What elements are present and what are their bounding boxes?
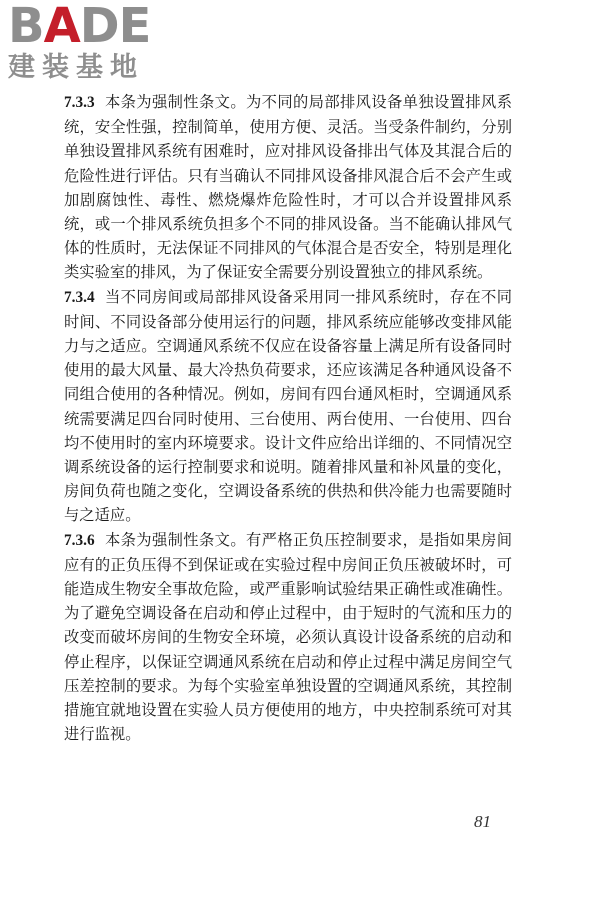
clause-number: 7.3.6 [64, 531, 95, 549]
logo-subtitle: 建装基地 [8, 52, 144, 83]
document-body [64, 90, 512, 746]
clause-7-3-4 [64, 285, 512, 528]
clause-7-3-3 [64, 90, 512, 285]
clause-number: 7.3.4 [64, 288, 95, 306]
clause-text: 本条为强制性条文。为不同的局部排风设备单独设置排风系统，安全性强，控制简单，使用方便、灵活。当受条件制约，分别单独设置排风系统有困难时，应对排风设备排出气体及其混合后的危险性进行评估。只有当确认不同排风设备排风混合后不会产生或加剧腐蚀性、毒性、燃烧爆炸危险性时，才可以合并设置排风系统，或一个排风系统负担多个不同的排风设备。当不能确认排风气体的性质时，无法保证不同排风的气体混合是否安全，特别是理化类实验室的排风，为了保证安全需要分别设置独立的排风系统。 [64, 93, 512, 282]
logo-accent-letter: A [43, 0, 80, 54]
clause-7-3-6 [64, 528, 512, 747]
clause-number: 7.3.3 [64, 94, 95, 111]
clause-text: 本条为强制性条文。有严格正负压控制要求，是指如果房间应有的正负压得不到保证或在实验过程中房间正负压被破坏时，可能造成生物安全事故危险，或严重影响试验结果正确性或准确性。为了避免空调设备在启动和停止过程中，由于短时的气流和压力的改变而破坏房间的生物安全环境，必须认真设计设备系统的启动和停止程序，以保证空调通风系统在启动和停止过程中满足房间空气压差控制的要求。为每个实验室单独设置的空调通风系统，其控制措施宜就地设置在实验人员方便使用的地方，中央控制系统可对其进行监视。 [64, 530, 512, 744]
clause-text: 当不同房间或局部排风设备采用同一排风系统时，存在不同时间、不同设备部分使用运行的问题，排风系统应能够改变排风能力与之适应。空调通风系统不仅应在设备容量上满足所有设备同时使用的最大风量、最大冷热负荷要求，还应该满足各种通风设备不同组合使用的各种情况。例如，房间有四台通风柜时，空调通风系统需要满足四台同时使用、三台使用、两台使用、一台使用、四台均不使用时的室内环境要求。设计文件应给出详细的、不同情况空调系统设备的运行控制要求和说明。随着排风量和补风量的变化，房间负荷也随之变化，空调设备系统的供热和供冷能力也需要随时与之适应。 [64, 287, 512, 525]
page-number: 81 [474, 812, 491, 831]
logo-wordmark: BADE [8, 0, 151, 54]
bade-logo [8, 0, 178, 95]
